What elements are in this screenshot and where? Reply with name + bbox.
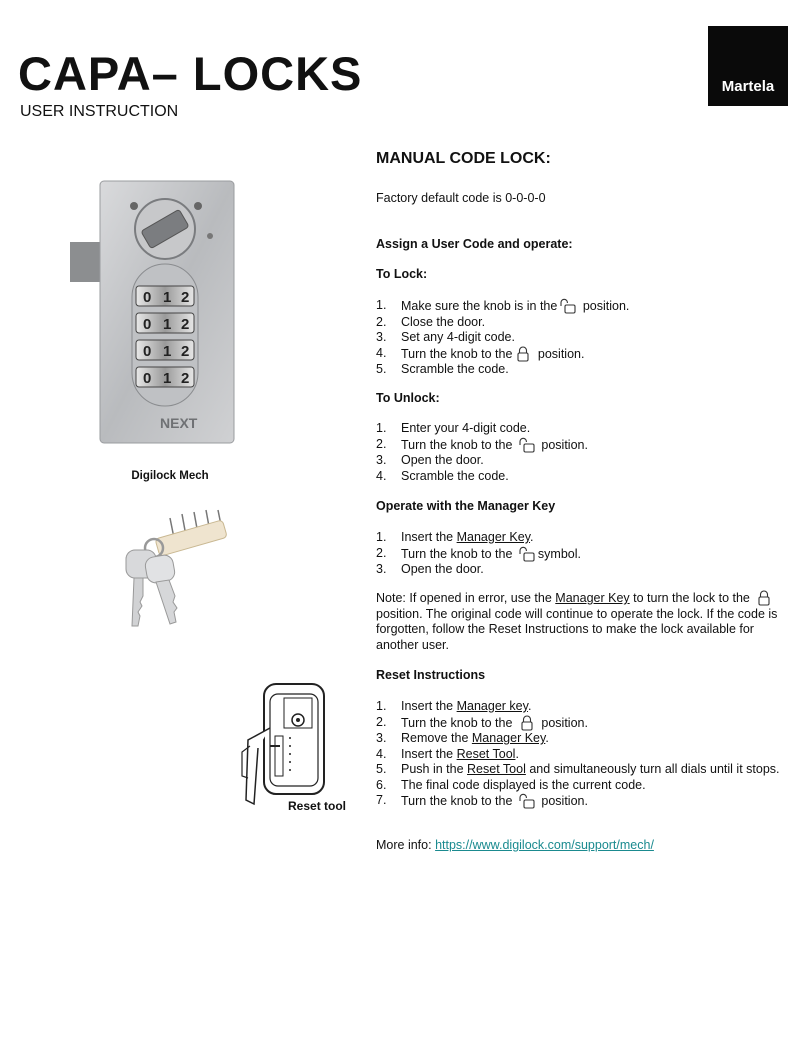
martela-logo (708, 26, 788, 106)
manager-key-term: Manager Key (456, 530, 531, 544)
document-title: CAPA– LOCKS (18, 47, 363, 100)
padlock-open-icon (516, 546, 538, 562)
svg-text:2: 2 (181, 343, 190, 360)
factory-default-text: Factory default code is 0-0-0-0 (376, 191, 546, 205)
list-item: 4. Insert the Reset Tool. (376, 746, 519, 761)
list-item: 3. Open the door. (376, 453, 484, 467)
svg-text:2: 2 (181, 316, 190, 333)
list-item: 3. Set any 4-digit code. (376, 330, 515, 344)
reset-steps (376, 699, 788, 810)
manager-key-term: Manager key (456, 699, 528, 713)
assign-heading: Assign a User Code and operate: (376, 237, 573, 251)
support-link[interactable]: https://www.digilock.com/support/mech/ (435, 838, 654, 852)
padlock-closed-icon (516, 715, 538, 731)
key (144, 554, 177, 624)
lock-back-housing (264, 684, 324, 794)
padlock-closed-icon (512, 346, 534, 362)
more-info-label: More info: (376, 838, 432, 852)
svg-text:1: 1 (163, 370, 172, 387)
list-item: 5. Push in the Reset Tool and simultaneously turn all dials until it stops. (376, 762, 780, 776)
reset-tool-label: Reset tool (288, 799, 347, 813)
brand-name: Martela (721, 78, 775, 95)
list-item: 2. Close the door. (376, 314, 486, 329)
svg-text:2: 2 (181, 289, 190, 306)
reset-tool-term: Reset Tool (456, 746, 516, 761)
mech-caption: Digilock Mech (131, 470, 209, 482)
svg-text:1: 1 (163, 343, 172, 360)
list-item: 2. Turn the knob to the position. (376, 436, 588, 452)
list-item: 4. Turn the knob to the position. (376, 345, 585, 361)
reset-heading: Reset Instructions (376, 668, 486, 682)
manager-key-term: Manager Key (471, 731, 546, 745)
manager-key-term: Manager Key (555, 591, 630, 605)
svg-text:0: 0 (143, 289, 152, 306)
section-title: MANUAL CODE LOCK: (376, 150, 551, 167)
manager-keys-image (118, 508, 238, 632)
more-info (376, 838, 788, 854)
document-subtitle: USER INSTRUCTION (20, 103, 179, 120)
to-lock-steps (376, 298, 788, 378)
padlock-open-icon (516, 793, 538, 809)
svg-text:1: 1 (163, 289, 172, 306)
padlock-closed-icon (753, 590, 775, 606)
list-item: 3. Open the door. (376, 562, 484, 576)
to-unlock-steps (376, 421, 788, 484)
digilock-mech-image (70, 176, 240, 448)
padlock-open-icon (557, 298, 579, 314)
svg-text:0: 0 (143, 316, 152, 333)
svg-text:0: 0 (143, 343, 152, 360)
key-tag (155, 520, 227, 557)
list-item: 2. Turn the knob to the symbol. (376, 545, 581, 561)
mech-brand-mark: NEXT (160, 415, 198, 431)
reset-tool-diagram (240, 676, 347, 816)
list-item: 1. Make sure the knob is in the position. (376, 298, 630, 313)
list-item: 1. Enter your 4-digit code. (376, 421, 531, 435)
list-item: 1. Insert the Manager Key. (376, 530, 534, 544)
list-item: 1. Insert the Manager key. (376, 699, 532, 713)
manager-key-heading: Operate with the Manager Key (376, 499, 556, 513)
list-item: 5. Scramble the code. (376, 362, 509, 376)
list-item: 2. Turn the knob to the position. (376, 714, 588, 730)
reset-tool-term: Reset Tool (467, 762, 526, 776)
padlock-open-icon (516, 437, 538, 453)
list-item: 7. Turn the knob to the position. (376, 793, 588, 808)
svg-text:0: 0 (143, 370, 152, 387)
svg-text:2: 2 (181, 370, 190, 387)
list-item: 6. The final code displayed is the current code. (376, 777, 646, 792)
list-item: 4. Scramble the code. (376, 468, 509, 483)
svg-text:1: 1 (163, 316, 172, 333)
to-lock-heading: To Lock: (376, 267, 428, 281)
to-unlock-heading: To Unlock: (376, 391, 440, 405)
note-paragraph: Note: If opened in error, use the Manager Key to turn the lock to the position. The original code will continue to operate the lock. If the code is forgotten, follow the Reset Instructions to make the lock available for another user. (376, 591, 778, 652)
list-item: 3. Remove the Manager Key. (376, 731, 549, 745)
manager-key-steps (376, 530, 788, 578)
